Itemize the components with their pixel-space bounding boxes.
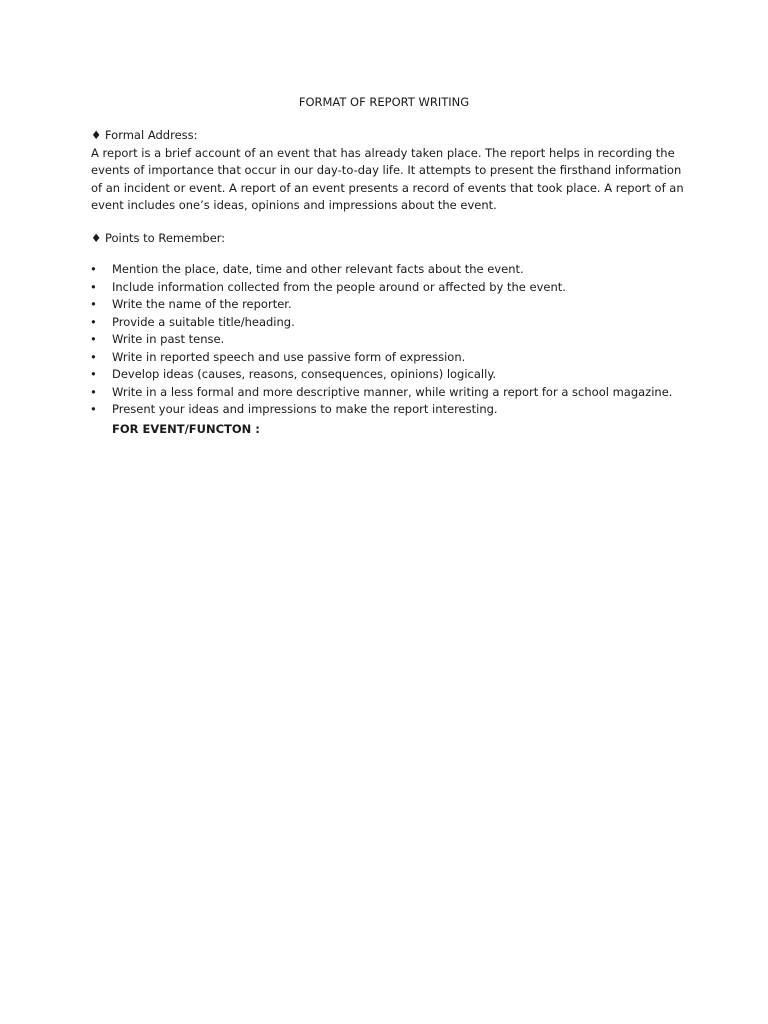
event-function-heading: FOR EVENT/FUNCTON : [112, 421, 260, 436]
document-body [90, 127, 684, 438]
points-list [91, 261, 681, 419]
formal-address-heading: ♦ Formal Address: [91, 128, 198, 142]
paragraph-line: events of importance that occur in our day-to-day life. It attempts to present the firsthand information [91, 163, 682, 177]
bullet-icon: • [90, 297, 97, 311]
list-item-text: Write the name of the reporter. [112, 297, 292, 311]
page-title: FORMAT OF REPORT WRITING [298, 95, 470, 109]
list-item-text: Develop ideas (causes, reasons, consequences, opinions) logically. [112, 367, 497, 381]
list-item-text: Provide a suitable title/heading. [112, 314, 295, 329]
list-item [91, 296, 681, 314]
bullet-icon: • [90, 384, 97, 399]
list-item-text: Include information collected from the people around or affected by the event. [112, 279, 566, 294]
spacer [91, 215, 681, 230]
list-item [91, 384, 681, 402]
paragraph-line: event includes one’s ideas, opinions and impressions about the event. [91, 198, 497, 212]
bullet-icon: • [90, 402, 97, 416]
list-item-text: Write in reported speech and use passive form of expression. [112, 349, 466, 364]
points-to-remember-heading: ♦ Points to Remember: [91, 230, 226, 245]
bullet-icon: • [90, 262, 97, 276]
list-item [91, 401, 681, 419]
bullet-icon: • [90, 314, 97, 329]
paragraph-line: of an incident or event. A report of an event presents a record of events that took place. A report of an [91, 180, 684, 195]
list-item [91, 331, 681, 349]
spacer [91, 247, 681, 261]
list-item-text: Mention the place, date, time and other relevant facts about the event. [112, 262, 524, 276]
list-item-text: Write in a less formal and more descriptive manner, while writing a report for a school magazine. [112, 384, 673, 399]
bullet-icon: • [90, 332, 97, 346]
list-item-text: Present your ideas and impressions to make the report interesting. [112, 402, 498, 416]
formal-address-paragraph [91, 145, 684, 215]
list-item [91, 366, 681, 384]
list-item [91, 261, 681, 279]
paragraph-line: A report is a brief account of an event that has already taken place. The report helps in recording the [91, 145, 675, 160]
bullet-icon: • [90, 279, 97, 294]
bullet-icon: • [90, 349, 97, 364]
list-item-text: Write in past tense. [112, 332, 225, 346]
list-item [91, 314, 681, 332]
bullet-icon: • [90, 367, 97, 381]
list-item [91, 349, 681, 367]
list-item [91, 279, 681, 297]
